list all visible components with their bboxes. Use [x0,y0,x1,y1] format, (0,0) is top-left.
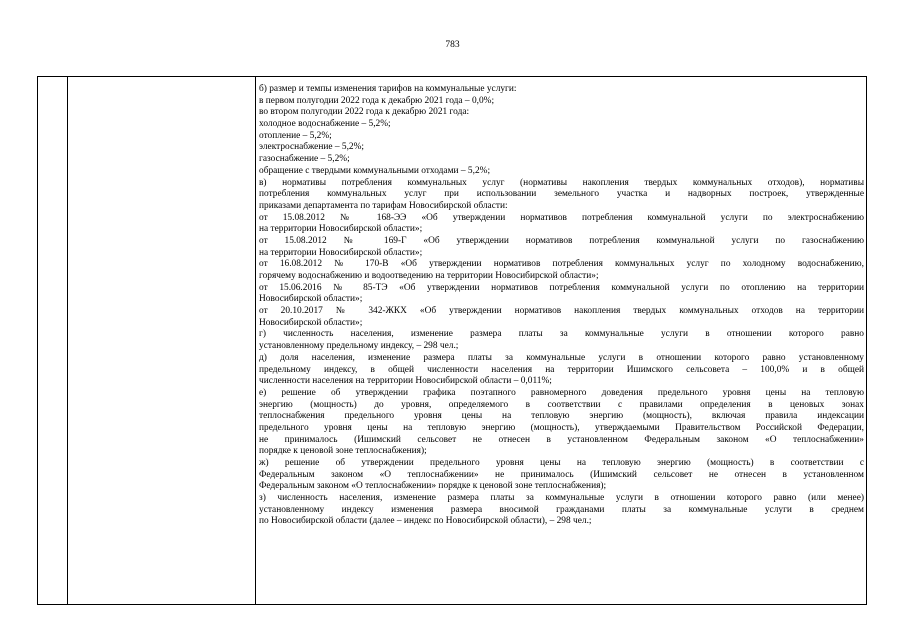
text-line: на территории Новосибирской области»; [259,224,423,235]
text-line: г) численность населения, изменение размера платы за коммунальные услуги в отношении которого равно [259,329,864,340]
text-line: горячему водоснабжению и водоотведению на территории Новосибирской области»; [259,271,599,281]
text-line: д) доля населения, изменение размера платы за коммунальные услуги в отношении которого равно установленному [259,352,864,363]
text-line: порядке к ценовой зоне теплоснабжения); [259,446,427,457]
text-line: от 15.06.2016 № 85-ТЭ «Об утверждении нормативов потребления коммунальной услуги по отоплению на территории [259,282,864,293]
text-line: обращение с твердыми коммунальными отходами – 5,2%; [259,165,491,176]
text-line: установленному индексу изменения размера вносимой гражданами платы за коммунальные услуги в среднем [259,504,864,515]
text-line: на территории Новосибирской области»; [259,247,423,258]
text-line: электроснабжение – 5,2%; [259,142,365,153]
text-line: Федеральным законом «О теплоснабжении» порядке к ценовой зоне теплоснабжения); [259,481,607,492]
text-line: ж) решение об утверждении предельного уровня цены на тепловую энергию (мощность) в соответствии с [259,458,864,468]
text-line: в) нормативы потребления коммунальных услуг (нормативы накопления твердых коммунальных отходов), нормативы [259,177,864,188]
text-line: предельного уровня цены на тепловую энергию (мощность), утверждаемыми Правительством Российской Федерации, [259,422,864,433]
text-line: энергию (мощность) до уровня, определяемого в соответствии с правилами определения в ценовых зонах [259,399,864,410]
text-line: приказами департамента по тарифам Новосибирской области: [259,200,508,211]
text-line: от 20.10.2017 № 342-ЖКХ «Об утверждении нормативов накопления твердых коммунальных отходов на территории [259,306,864,317]
text-line: б) размер и темпы изменения тарифов на коммунальные услуги: [259,84,517,94]
document-table [37,76,867,605]
text-line: от 15.08.2012 № 168-ЭЭ «Об утверждении нормативов потребления коммунальной услуги по электроснабжению [259,212,864,223]
text-line: холодное водоснабжение – 5,2%; [259,119,391,130]
text-line: по Новосибирской области (далее – индекс по Новосибирской области), – 298 чел.; [259,516,592,527]
table-column-divider [67,77,68,604]
text-line: Федеральным законом «О теплоснабжении» не принималось (Ишимский сельсовет не отнесен в установленном [259,469,864,480]
text-line: е) решение об утверждении графика поэтапного равномерного доведения предельного уровня цены на тепловую [259,387,864,398]
text-line: теплоснабжения предельного уровня цены на тепловую энергию (мощность), включая правила индексации [259,411,864,422]
text-line: в первом полугодии 2022 года к декабрю 2021 года – 0,0%; [259,95,495,106]
text-line: от 16.08.2012 № 170-В «Об утверждении нормативов потребления коммунальных услуг по холодному водоснабжению, [259,259,864,270]
text-line: от 15.08.2012 № 169-Г «Об утверждении нормативов потребления коммунальной услуги по газоснабжению [259,235,864,246]
table-content-cell [259,84,864,528]
text-line: численности населения на территории Новосибирской области – 0,011%; [259,376,552,387]
text-line: з) численность населения, изменение размера платы за коммунальные услуги в отношении которого равно (или менее) [259,493,864,504]
text-line: предельному индексу, в общей численности населения на территории Ишимского сельсовета – 100,0% и в общей [259,364,864,375]
text-line: Новосибирской области»; [259,294,363,305]
text-line: Новосибирской области»; [259,317,363,328]
text-line: потребления коммунальных услуг при использовании земельного участка и надворных построек, утвержденные [259,189,864,200]
text-line: установленному предельному индексу, – 298 чел.; [259,341,459,352]
text-line: отопление – 5,2%; [259,130,332,141]
page-number: 783 [445,40,460,50]
text-line: во втором полугодии 2022 года к декабрю 2021 года: [259,107,470,118]
text-line: газоснабжение – 5,2%; [259,154,350,165]
table-column-divider [255,77,256,604]
text-line: не принималось (Ишимский сельсовет не отнесен в установленном Федеральным законом «О теплоснабжении» [259,434,864,445]
